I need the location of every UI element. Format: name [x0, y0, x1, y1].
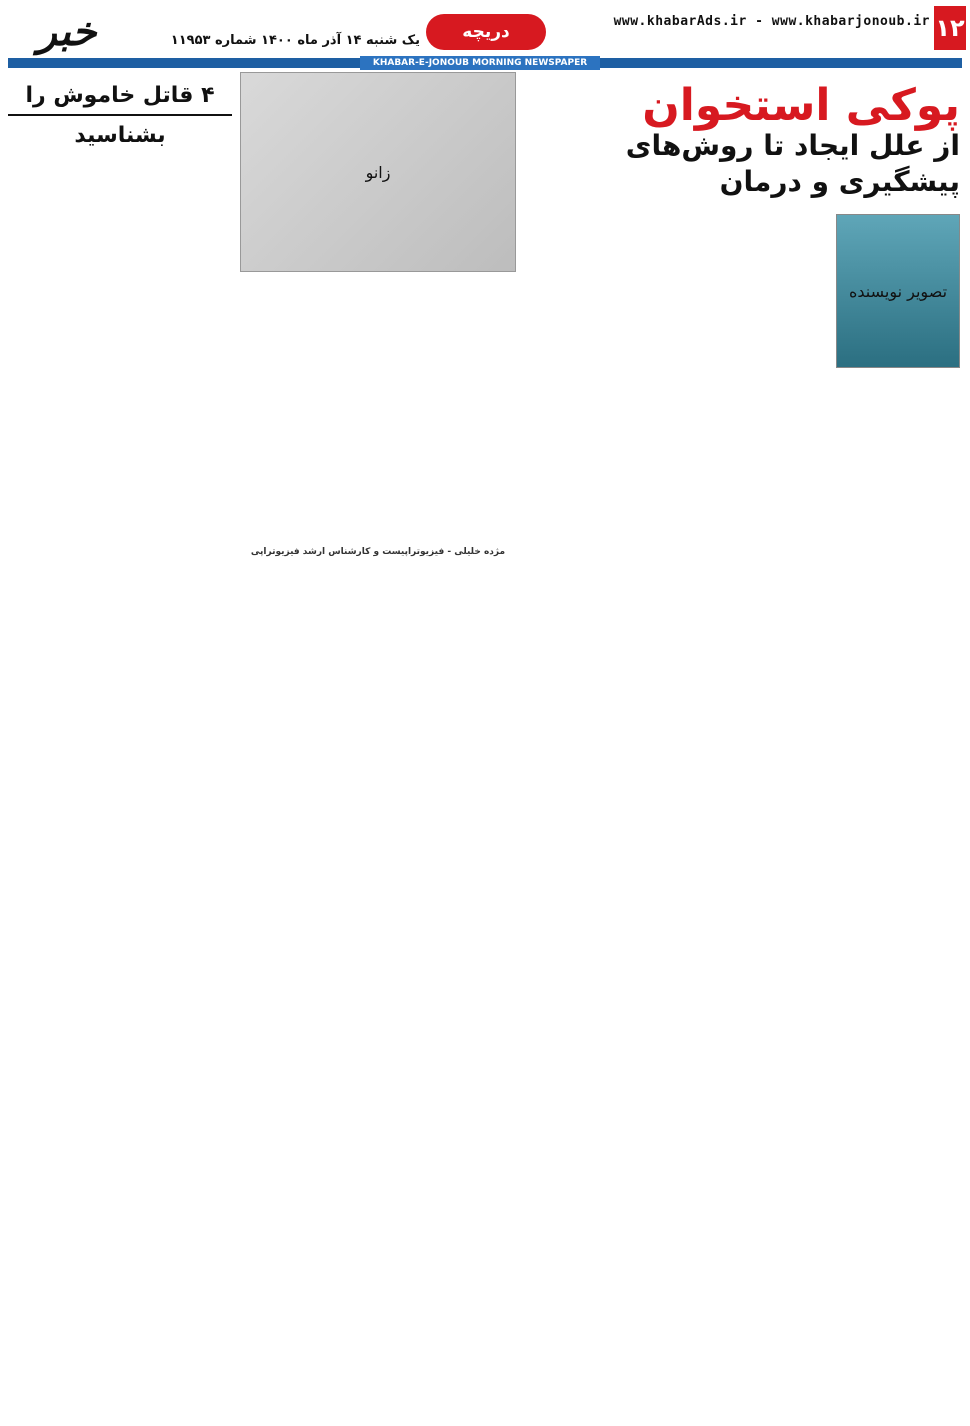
hero-image	[240, 72, 516, 272]
site-urls: www.khabarAds.ir - www.khabarjonoub.ir	[613, 14, 930, 29]
band-text: KHABAR-E-JONOUB MORNING NEWSPAPER	[360, 56, 600, 70]
portrait-alt: تصویر نویسنده	[849, 281, 948, 301]
image-caption: مژده خلیلی - فیزیوتراپیست و کارشناس ارشد فیزیوتراپی	[250, 547, 506, 557]
page-number: ۱۲	[934, 6, 966, 50]
hero-alt: زانو	[365, 162, 391, 182]
feature-title: ۴ قاتل خاموش را بشناسید	[8, 76, 232, 116]
portrait-image	[836, 214, 960, 368]
main-headline: پوکی استخوان	[642, 80, 960, 131]
main-subhead: از علل ایجاد تا روش‌های پیشگیری و درمان	[625, 129, 960, 198]
dateline: یک شنبه ۱۴ آذر ماه ۱۴۰۰ شماره ۱۱۹۵۳	[170, 33, 420, 48]
logo: خبر	[37, 8, 97, 55]
section-badge: دریچه	[426, 14, 546, 50]
